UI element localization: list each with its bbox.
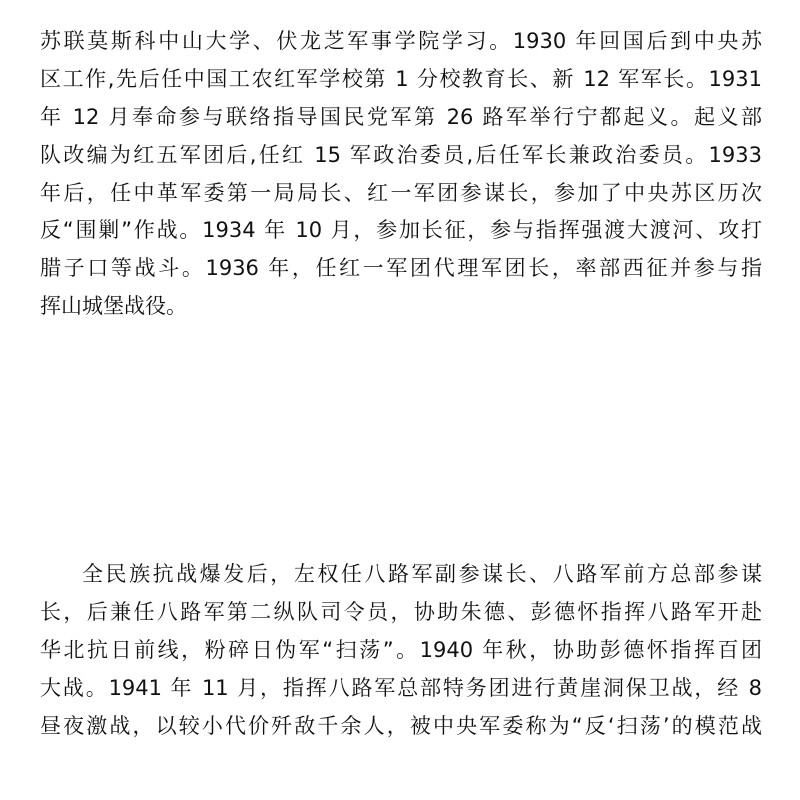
paragraph-2 — [40, 556, 762, 745]
text-line: 反“围剿”作战。1934 年 10 月，参加长征，参与指挥强渡大渡河、攻打 — [40, 218, 762, 243]
text-line: 苏联莫斯科中山大学、伏龙芝军事学院学习。1930 年回国后到中央苏 — [40, 29, 762, 53]
text-line: 昼夜激战，以较小代价歼敌千余人，被中央军委称为“反‘扫荡’的模范战 — [40, 713, 762, 738]
text-line: 队改编为红五军团后,任红 15 军政治委员,后任军长兼政治委员。1933 — [40, 142, 762, 167]
text-line: 年 12 月奉命参与联络指导国民党军第 26 路军举行宁都起义。起义部 — [40, 104, 762, 129]
text-line: 腊子口等战斗。1936 年，任红一军团代理军团长，率部西征并参与指 — [40, 256, 762, 281]
text-line: 长，后兼任八路军第二纵队司令员，协助朱德、彭德怀指挥八路军开赴 — [40, 599, 762, 624]
text-line: 挥山城堡战役。 — [40, 294, 187, 319]
text-line: 区工作,先后任中国工农红军学校第 1 分校教育长、新 12 军军长。1931 — [40, 66, 762, 91]
text-line: 全民族抗战爆发后，左权任八路军副参谋长、八路军前方总部参谋 — [82, 562, 762, 586]
text-line: 年后，任中革军委第一局局长、红一军团参谋长，参加了中央苏区历次 — [40, 180, 762, 205]
text-line: 大战。1941 年 11 月，指挥八路军总部特务团进行黄崖洞保卫战，经 8 — [40, 675, 762, 700]
paragraph-1 — [40, 23, 762, 326]
text-line: 华北抗日前线，粉碎日伪军“扫荡”。1940 年秋，协助彭德怀指挥百团 — [40, 637, 762, 662]
